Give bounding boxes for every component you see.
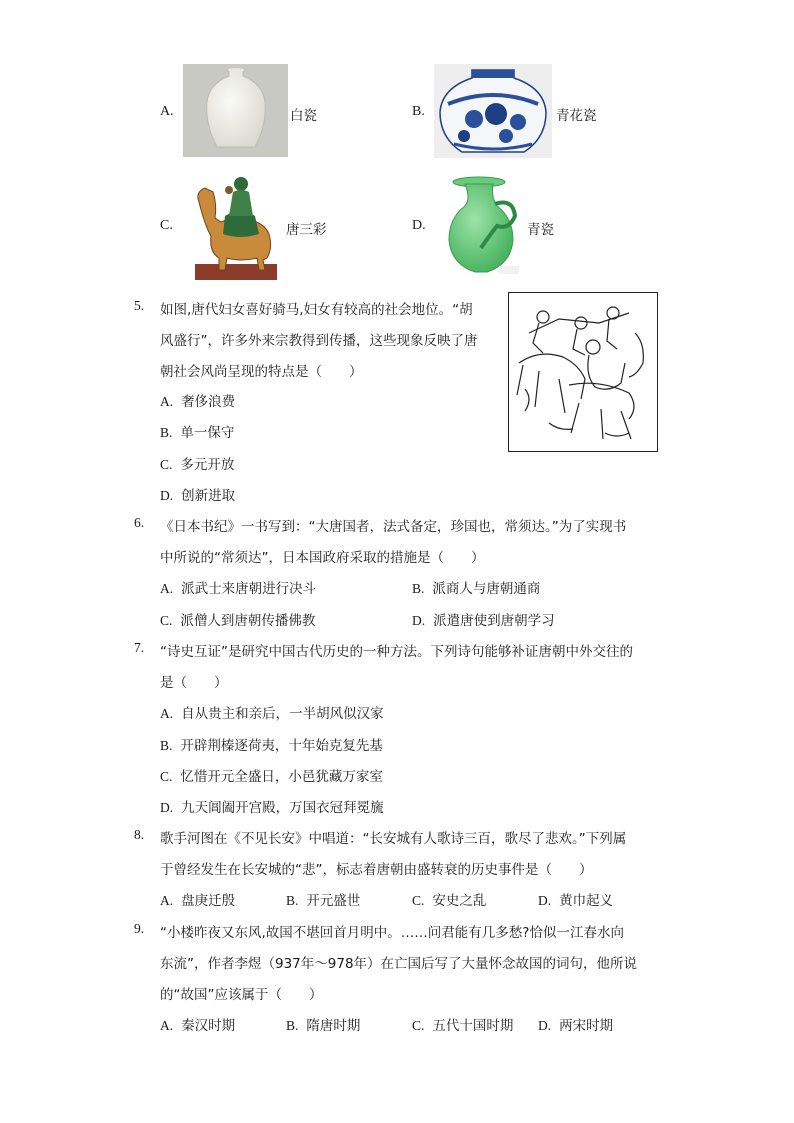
- q5-option-d[interactable]: D. 创新进取: [160, 488, 236, 504]
- question-text-line: 歌手河图在《不见长安》中唱道：“长安城有人歌诗三百，歌尽了悲欢。”下列属: [160, 831, 627, 847]
- question-text-line: 中所说的“常须达”，日本国政府采取的措施是（ ）: [160, 550, 485, 566]
- q4-option-d-letter[interactable]: D.: [412, 218, 426, 233]
- q6-option-c[interactable]: C. 派僧人到唐朝传播佛教: [160, 613, 316, 629]
- question-text-line: “小楼昨夜又东风,故国不堪回首月明中。……问君能有几多愁?恰似一江春水向: [160, 925, 624, 941]
- q7-option-d[interactable]: D. 九天阊阖开宫殿，万国衣冠拜冕旒: [160, 800, 384, 816]
- question-number: 6.: [134, 515, 145, 530]
- q4-option-b-letter[interactable]: B.: [412, 104, 425, 119]
- question-text-line: 《日本书纪》一书写到：“大唐国者，法式备定，珍国也，常须达。”为了实现书: [160, 519, 627, 535]
- q9-option-b[interactable]: B. 隋唐时期: [286, 1018, 361, 1034]
- q5-option-a[interactable]: A. 奢侈浪费: [160, 394, 236, 410]
- q4-option-c-letter[interactable]: C.: [160, 218, 173, 233]
- q4-option-b-label: 青花瓷: [556, 108, 597, 124]
- q5-option-b[interactable]: B. 单一保守: [160, 425, 235, 441]
- tang-tricolor-camel-image: [191, 172, 281, 282]
- q9-option-d[interactable]: D. 两宋时期: [538, 1018, 614, 1034]
- q9-option-c[interactable]: C. 五代十国时期: [412, 1018, 514, 1034]
- q8-option-d[interactable]: D. 黄巾起义: [538, 893, 614, 909]
- white-porcelain-vase-image: [183, 64, 288, 157]
- celadon-vase-image: [435, 174, 523, 278]
- question-number: 7.: [134, 640, 145, 655]
- q6-option-d[interactable]: D. 派遣唐使到唐朝学习: [412, 613, 555, 629]
- question-text-line: 东流”，作者李煜（937年～978年）在亡国后写了大量怀念故国的词句，他所说: [160, 956, 638, 972]
- question-number: 8.: [134, 827, 145, 842]
- q4-option-c-label: 唐三彩: [286, 222, 327, 238]
- question-text-line: 风盛行”，许多外来宗教得到传播，这些现象反映了唐: [160, 333, 478, 349]
- question-number: 5.: [134, 298, 145, 313]
- question-text-line: 朝社会风尚呈现的特点是（ ）: [160, 364, 363, 380]
- q6-option-a[interactable]: A. 派武士来唐朝进行决斗: [160, 581, 317, 597]
- q6-option-b[interactable]: B. 派商人与唐朝通商: [412, 581, 541, 597]
- q9-option-a[interactable]: A. 秦汉时期: [160, 1018, 236, 1034]
- question-text-line: 是（ ）: [160, 675, 228, 691]
- q8-option-c[interactable]: C. 安史之乱: [412, 893, 487, 909]
- tang-women-riding-horses-illustration: [508, 292, 658, 452]
- q7-option-a[interactable]: A. 自从贵主和亲后，一半胡风似汉家: [160, 706, 384, 722]
- q4-option-a-label: 白瓷: [290, 108, 317, 124]
- q8-option-b[interactable]: B. 开元盛世: [286, 893, 361, 909]
- question-number: 9.: [134, 921, 145, 936]
- question-text-line: 如图,唐代妇女喜好骑马,妇女有较高的社会地位。“胡: [160, 302, 473, 318]
- q8-option-a[interactable]: A. 盘庚迁殷: [160, 893, 236, 909]
- question-text-line: 的“故国”应该属于（ ）: [160, 987, 323, 1003]
- q5-option-c[interactable]: C. 多元开放: [160, 457, 235, 473]
- q4-option-d-label: 青瓷: [527, 222, 554, 238]
- q7-option-b[interactable]: B. 开辟荆榛逐荷夷，十年始克复先基: [160, 738, 383, 754]
- question-text-line: “诗史互证”是研究中国古代历史的一种方法。下列诗句能够补证唐朝中外交往的: [160, 644, 633, 660]
- question-text-line: 于曾经发生在长安城的“悲”，标志着唐朝由盛转衰的历史事件是（ ）: [160, 862, 593, 878]
- q7-option-c[interactable]: C. 忆惜开元全盛日，小邑犹藏万家室: [160, 769, 383, 785]
- q4-option-a-letter[interactable]: A.: [160, 104, 174, 119]
- blue-white-porcelain-jar-image: [434, 64, 552, 158]
